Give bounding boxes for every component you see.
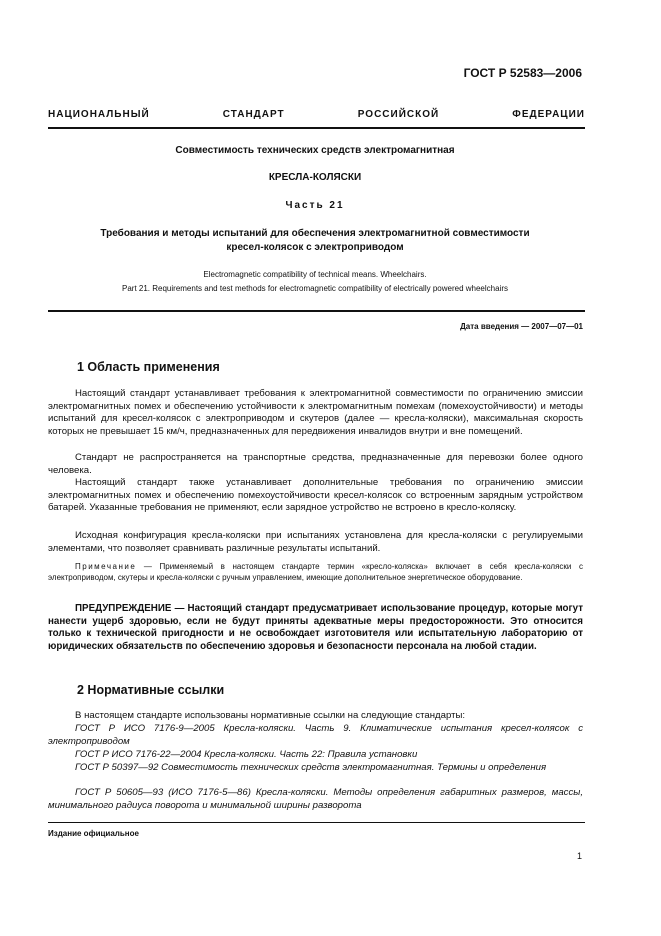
note-text: — Применяемый в настоящем стандарте термин «кресло-коляска» включает в себя кресла-коляски с электроприводом, скутеры и кресла-коляски с ручным управлением, имеющие дополнительное энергетическое оборудование. xyxy=(48,562,583,582)
page-number: 1 xyxy=(576,851,582,861)
title-part: Часть 21 xyxy=(285,200,345,211)
title-line-1: Совместимость технических средств электромагнитная xyxy=(175,145,455,156)
title-main: КРЕСЛА-КОЛЯСКИ xyxy=(268,172,362,183)
note-label: Примечание xyxy=(75,562,137,571)
section-1-paragraph-1: Настоящий стандарт устанавливает требования к электромагнитной совместимости по ограничению эмиссии электромагнитных помех и обеспечению устойчивости к электромагнитным помехам (помехоустойчивости) и методы испытаний для кресел-колясок с электроприводом и скутеров (далее — кресла-коляски), максимальная скорость которых не превышает 15 км/ч, предназначенных для передвижения инвалидов внутри и вне помещений. xyxy=(48,388,583,437)
footer-rule xyxy=(48,822,585,823)
english-title-1: Electromagnetic compatibility of technical means. Wheelchairs. xyxy=(203,270,427,279)
section-2-intro: В настоящем стандарте использованы нормативные ссылки на следующие стандарты: xyxy=(75,710,466,721)
top-rule xyxy=(48,127,585,129)
standard-code: ГОСТ Р 52583—2006 xyxy=(463,66,582,80)
official-edition-label: Издание официальное xyxy=(48,829,139,838)
section-1-paragraph-3: Настоящий стандарт также устанавливает дополнительные требования по ограничению эмиссии электромагнитных помех и обеспечению помехоустойчивости кресел-колясок со встроенным зарядным устройством батарей. Указанные требования не применяют, если зарядное устройство не встроено в кресло-коляску. xyxy=(48,477,583,513)
english-title-2: Part 21. Requirements and test methods for electromagnetic compatibility of electrically powered wheelchairs xyxy=(122,284,508,293)
introduction-date: Дата введения — 2007—07—01 xyxy=(460,322,583,331)
reference-item: ГОСТ Р 50397—92 Совместимость технических средств электромагнитная. Термины и определения xyxy=(75,762,547,773)
title-line-4b: кресел-колясок с электроприводом xyxy=(226,242,404,253)
section-1-paragraph-2: Стандарт не распространяется на транспортные средства, предназначенные для перевозки более одного человека. xyxy=(48,452,583,476)
reference-item: ГОСТ Р ИСО 7176-22—2004 Кресла-коляски. Часть 22: Правила установки xyxy=(75,749,418,760)
middle-rule xyxy=(48,310,585,312)
title-line-4a: Требования и методы испытаний для обеспечения электромагнитной совместимости xyxy=(100,228,530,239)
section-1-paragraph-4: Исходная конфигурация кресла-коляски при испытаниях установлена для кресла-коляски с регулируемыми элементами, что позволяет сравнивать различные результаты испытаний. xyxy=(48,530,583,554)
section-2-heading: 2 Нормативные ссылки xyxy=(77,683,225,697)
warning-paragraph: ПРЕДУПРЕЖДЕНИЕ — Настоящий стандарт предусматривает использование процедур, которые могут нанести ущерб здоровью, если не будут приняты адекватные меры предосторожности. Это относится только к технической пригодности и не освобождает изготовителя или испытательную лабораторию от юридических обязательств по обеспечению здоровья и безопасности персонала на любой стадии. xyxy=(48,603,583,652)
section-1-heading: 1 Область применения xyxy=(77,360,220,374)
reference-item: ГОСТ Р 50605—93 (ИСО 7176-5—86) Кресла-коляски. Методы определения габаритных размеров, массы, минимального радиуса поворота и минимальной ширины разворота xyxy=(48,787,583,811)
national-standard-line: НАЦИОНАЛЬНЫЙ СТАНДАРТ РОССИЙСКОЙ ФЕДЕРАЦИИ xyxy=(48,109,585,120)
reference-item: ГОСТ Р ИСО 7176-9—2005 Кресла-коляски. Часть 9. Климатические испытания кресел-колясок с электроприводом xyxy=(48,723,583,747)
note xyxy=(48,561,583,583)
